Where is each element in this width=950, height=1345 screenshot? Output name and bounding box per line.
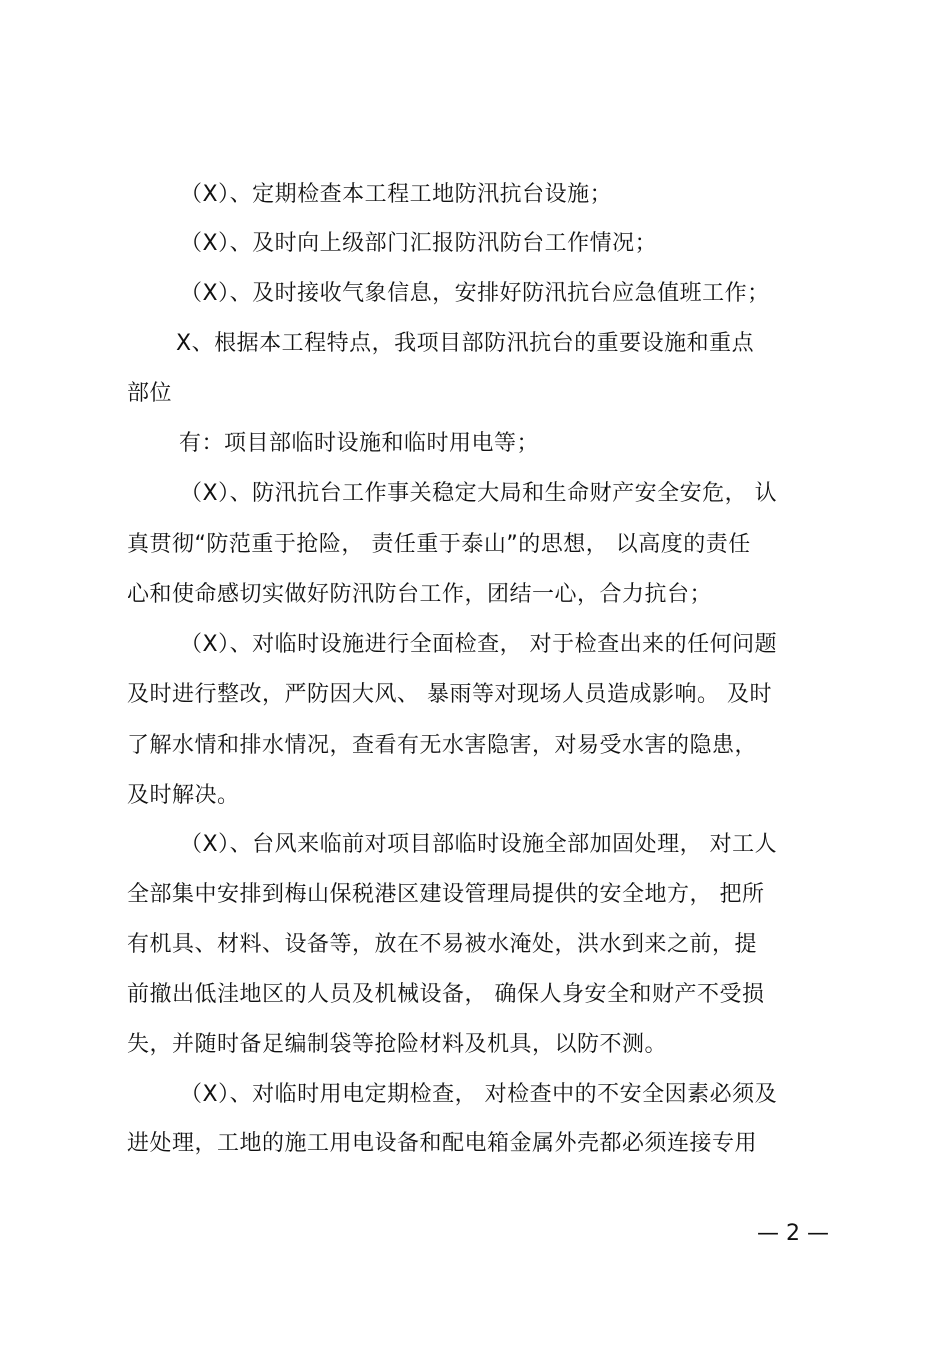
text-line: 失，并随时备足编制袋等抢险材料及机具，以防不测。 [127,1032,668,1057]
text-line: 全部集中安排到梅山保税港区建设管理局提供的安全地方， 把所 [127,882,765,907]
text-line: 心和使命感切实做好防汛防台工作，团结一心，合力抗台； [127,582,713,607]
text-line: 及时进行整改，严防因大风、 暴雨等对现场人员造成影响。 及时 [127,682,772,707]
text-line: 及时解决。 [127,783,240,808]
text-line: （X）、及时向上级部门汇报防汛防台工作情况； [180,231,658,256]
text-line: （X）、对临时设施进行全面检查， 对于检查出来的任何问题 [180,632,778,657]
text-line: X、根据本工程特点，我项目部防汛抗台的重要设施和重点 [176,331,755,356]
text-line: 有：项目部临时设施和临时用电等； [179,431,540,456]
text-line: 前撤出低洼地区的人员及机械设备， 确保人身安全和财产不受损 [127,982,765,1007]
text-line: （X）、及时接收气象信息，安排好防汛抗台应急值班工作； [180,281,770,306]
text-line: （X）、台风来临前对项目部临时设施全部加固处理， 对工人 [180,832,778,857]
text-line: （X）、定期检查本工程工地防汛抗台设施； [180,182,613,207]
text-line: 有机具、材料、设备等，放在不易被水淹处，洪水到来之前，提 [127,932,758,957]
page-number: — 2 — [757,1221,829,1246]
text-line: （X）、防汛抗台工作事关稳定大局和生命财产安全安危， 认 [180,481,778,506]
text-line: 进处理，工地的施工用电设备和配电箱金属外壳都必须连接专用 [127,1131,758,1156]
text-line: 真贯彻“防范重于抢险， 责任重于泰山”的思想， 以高度的责任 [127,532,751,557]
text-line: （X）、对临时用电定期检查， 对检查中的不安全因素必须及 [180,1082,778,1107]
text-line: 了解水情和排水情况，查看有无水害隐害，对易受水害的隐患， [127,733,758,758]
text-line: 部位 [127,381,173,406]
